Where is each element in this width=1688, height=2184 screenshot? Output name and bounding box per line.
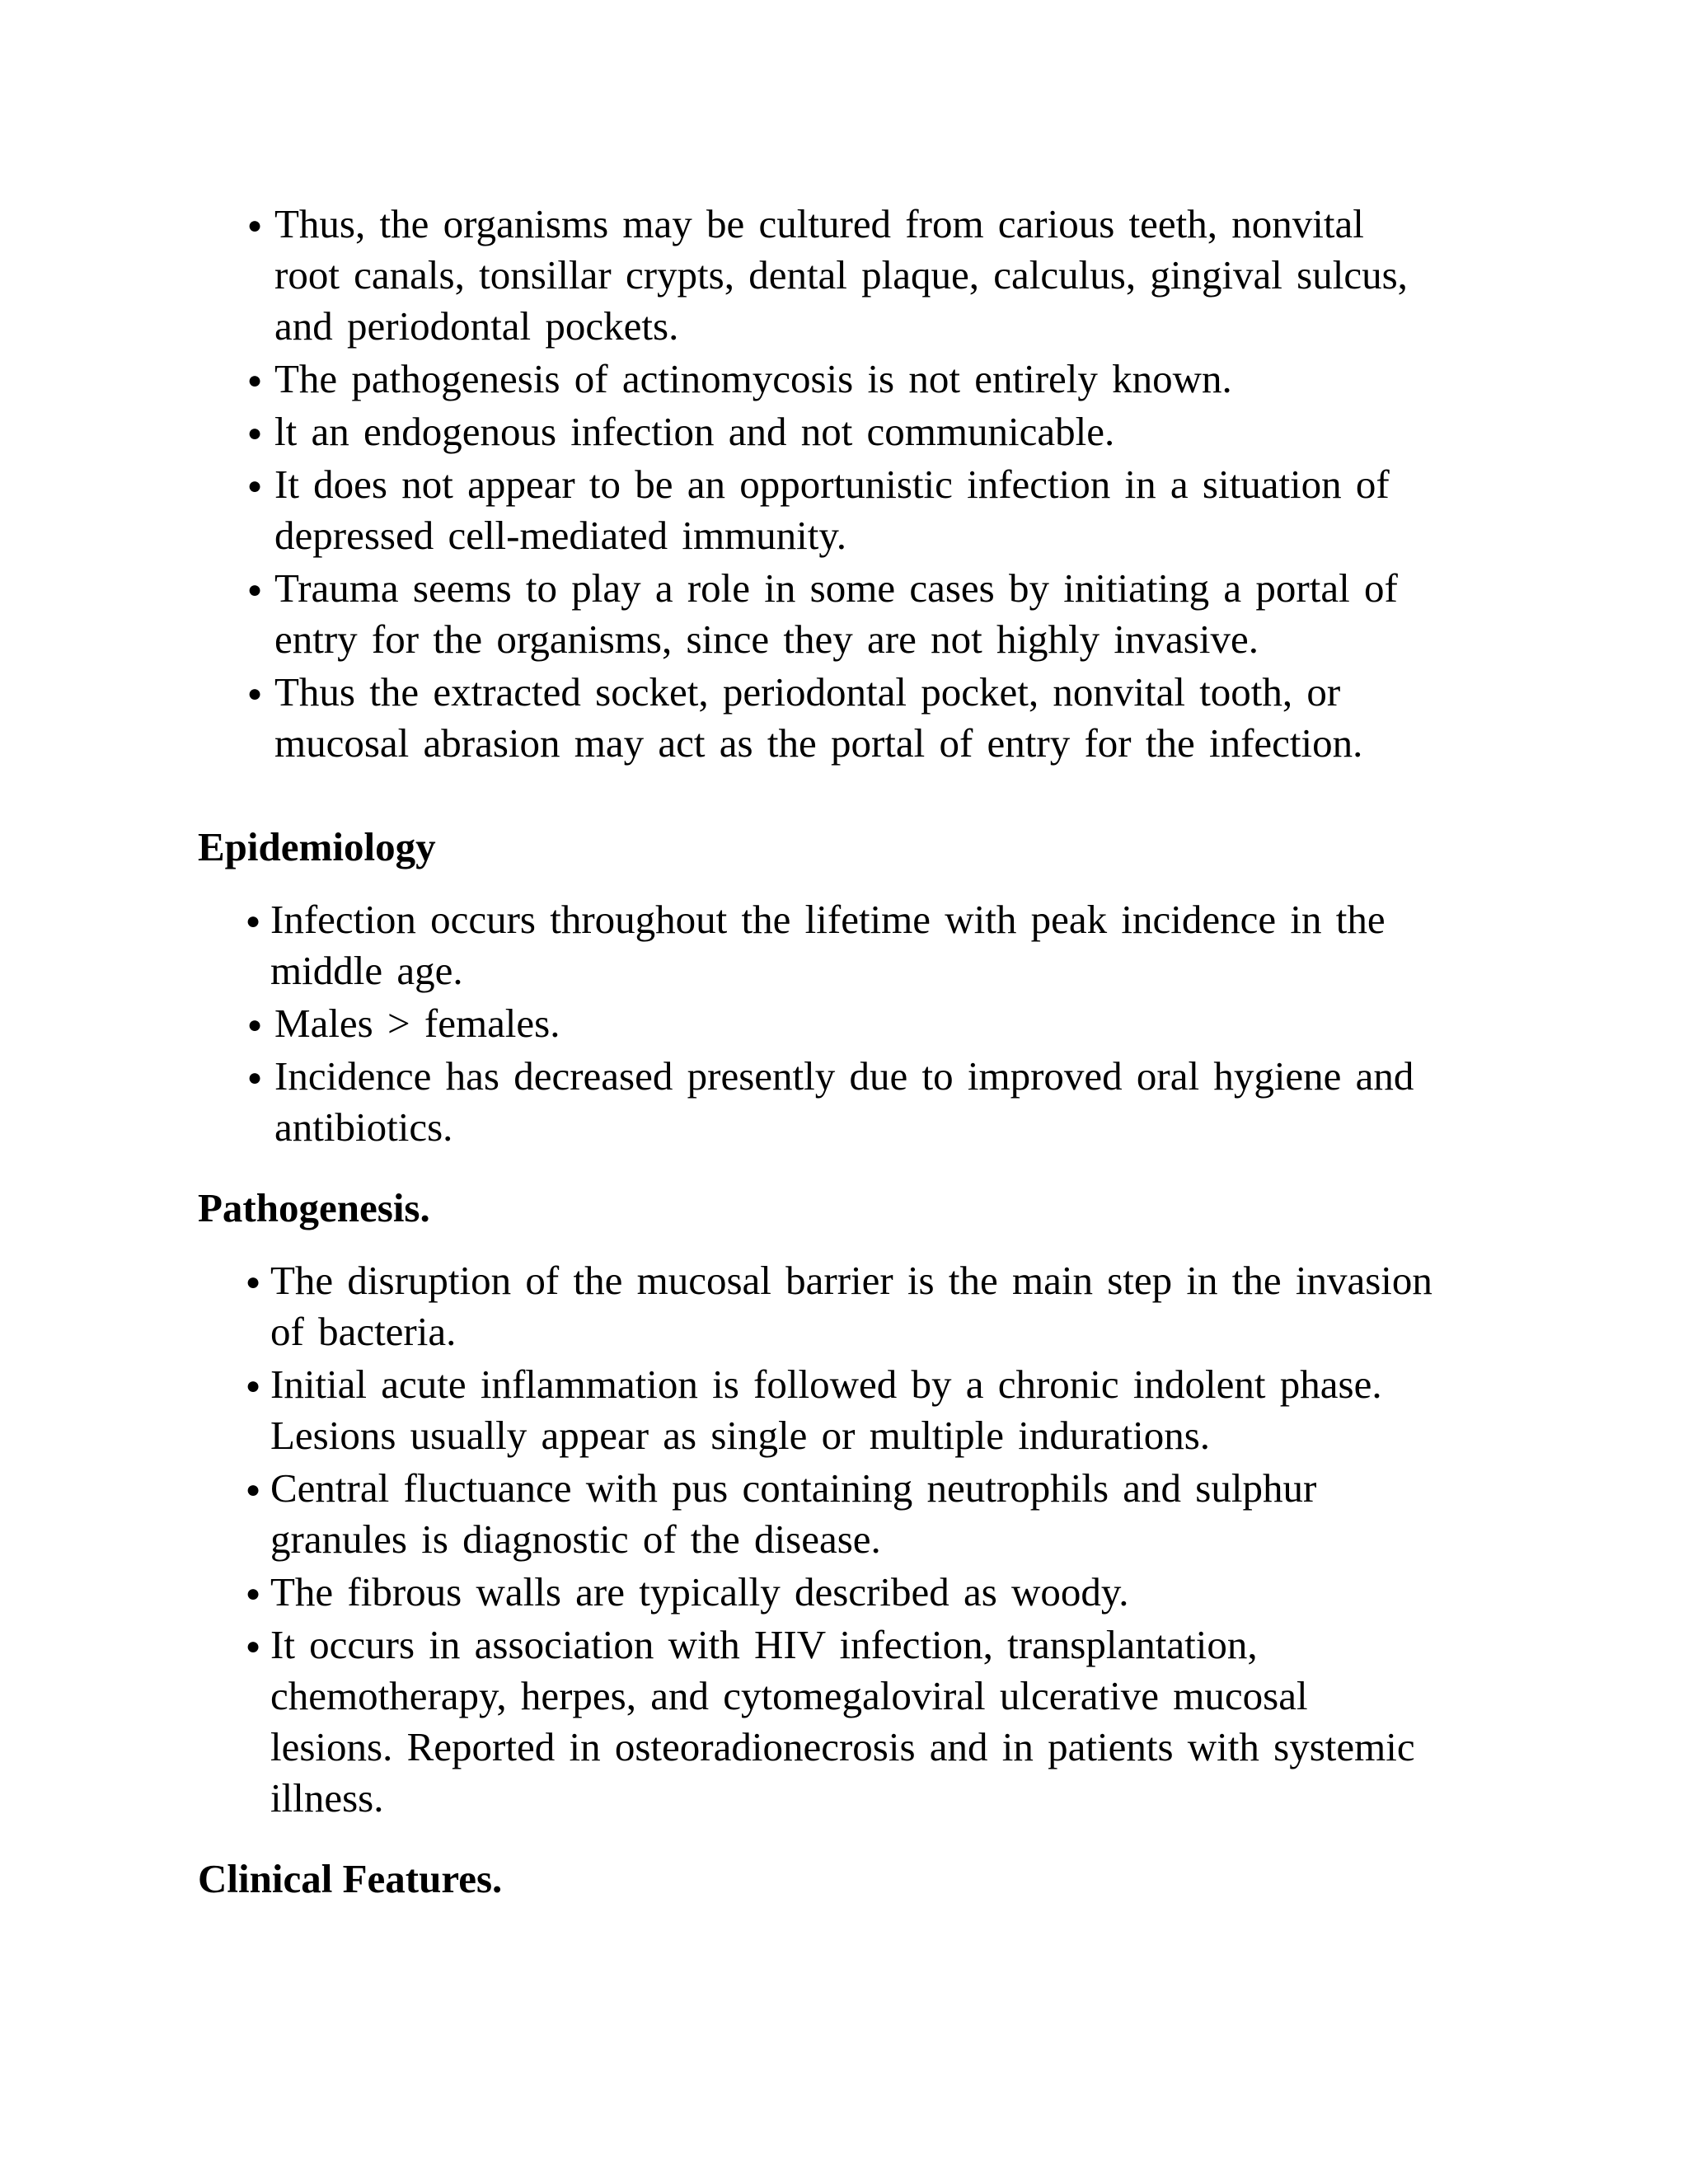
bullet-icon: ● <box>247 419 263 447</box>
list-item-line: Infection occurs throughout the lifetime with peak incidence in the <box>270 897 1386 942</box>
list-item-line: chemotherapy, herpes, and cytomegaloviral ulcerative mucosal <box>270 1673 1308 1718</box>
bullet-icon: ● <box>247 1064 263 1091</box>
bullet-icon: ● <box>247 576 263 603</box>
list-item-line: It does not appear to be an opportunistic infection in a situation of <box>274 462 1390 507</box>
bullet-icon: ● <box>247 1011 263 1038</box>
list-item-line: Trauma seems to play a role in some cases by initiating a portal of <box>274 565 1398 611</box>
section-heading-epidemiology: Epidemiology <box>198 824 436 869</box>
bullet-icon: ● <box>246 1580 261 1607</box>
list-item-line: lesions. Reported in osteoradionecrosis and in patients with systemic <box>270 1724 1415 1769</box>
bullet-icon: ● <box>246 1633 261 1660</box>
list-item-line: root canals, tonsillar crypts, dental plaque, calculus, gingival sulcus, <box>274 252 1408 298</box>
bullet-icon: ● <box>246 1372 261 1399</box>
bullet-icon: ● <box>247 212 263 239</box>
list-item-line: The disruption of the mucosal barrier is the main step in the invasion <box>270 1258 1432 1303</box>
list-item-line: Initial acute inflammation is followed by a chronic indolent phase. <box>270 1361 1382 1407</box>
list-item-line: depressed cell-mediated immunity. <box>274 513 846 558</box>
list-item-line: Thus, the organisms may be cultured from carious teeth, nonvital <box>274 201 1364 246</box>
list-item-line: and periodontal pockets. <box>274 303 679 349</box>
list-item-line: Males > females. <box>274 1001 560 1046</box>
list-item-line: lt an endogenous infection and not communicable. <box>274 409 1115 454</box>
list-item-line: entry for the organisms, since they are not highly invasive. <box>274 616 1259 662</box>
list-item-line: granules is diagnostic of the disease. <box>270 1516 881 1562</box>
list-item-line: antibiotics. <box>274 1104 453 1150</box>
list-item-line: Incidence has decreased presently due to improved oral hygiene and <box>274 1053 1414 1099</box>
list-item-line: mucosal abrasion may act as the portal of entry for the infection. <box>274 720 1363 766</box>
bullet-icon: ● <box>247 367 263 394</box>
list-item-line: The fibrous walls are typically described as woody. <box>270 1569 1129 1615</box>
list-item-line: Central fluctuance with pus containing neutrophils and sulphur <box>270 1465 1317 1511</box>
section-heading-clinical-features: Clinical Features. <box>198 1856 503 1901</box>
section-heading-pathogenesis: Pathogenesis. <box>198 1185 430 1230</box>
list-item-line: It occurs in association with HIV infection, transplantation, <box>270 1622 1258 1667</box>
bullet-icon: ● <box>246 907 261 935</box>
list-item-line: Lesions usually appear as single or multiple indurations. <box>270 1413 1211 1458</box>
list-item-line: of bacteria. <box>270 1309 457 1354</box>
list-item-line: The pathogenesis of actinomycosis is not entirely known. <box>274 356 1232 401</box>
bullet-icon: ● <box>246 1268 261 1296</box>
list-item-line: middle age. <box>270 948 463 993</box>
bullet-icon: ● <box>247 472 263 499</box>
list-item-line: Thus the extracted socket, periodontal pocket, nonvital tooth, or <box>274 669 1341 715</box>
bullet-icon: ● <box>247 680 263 707</box>
list-item-line: illness. <box>270 1775 384 1821</box>
bullet-icon: ● <box>246 1476 261 1503</box>
